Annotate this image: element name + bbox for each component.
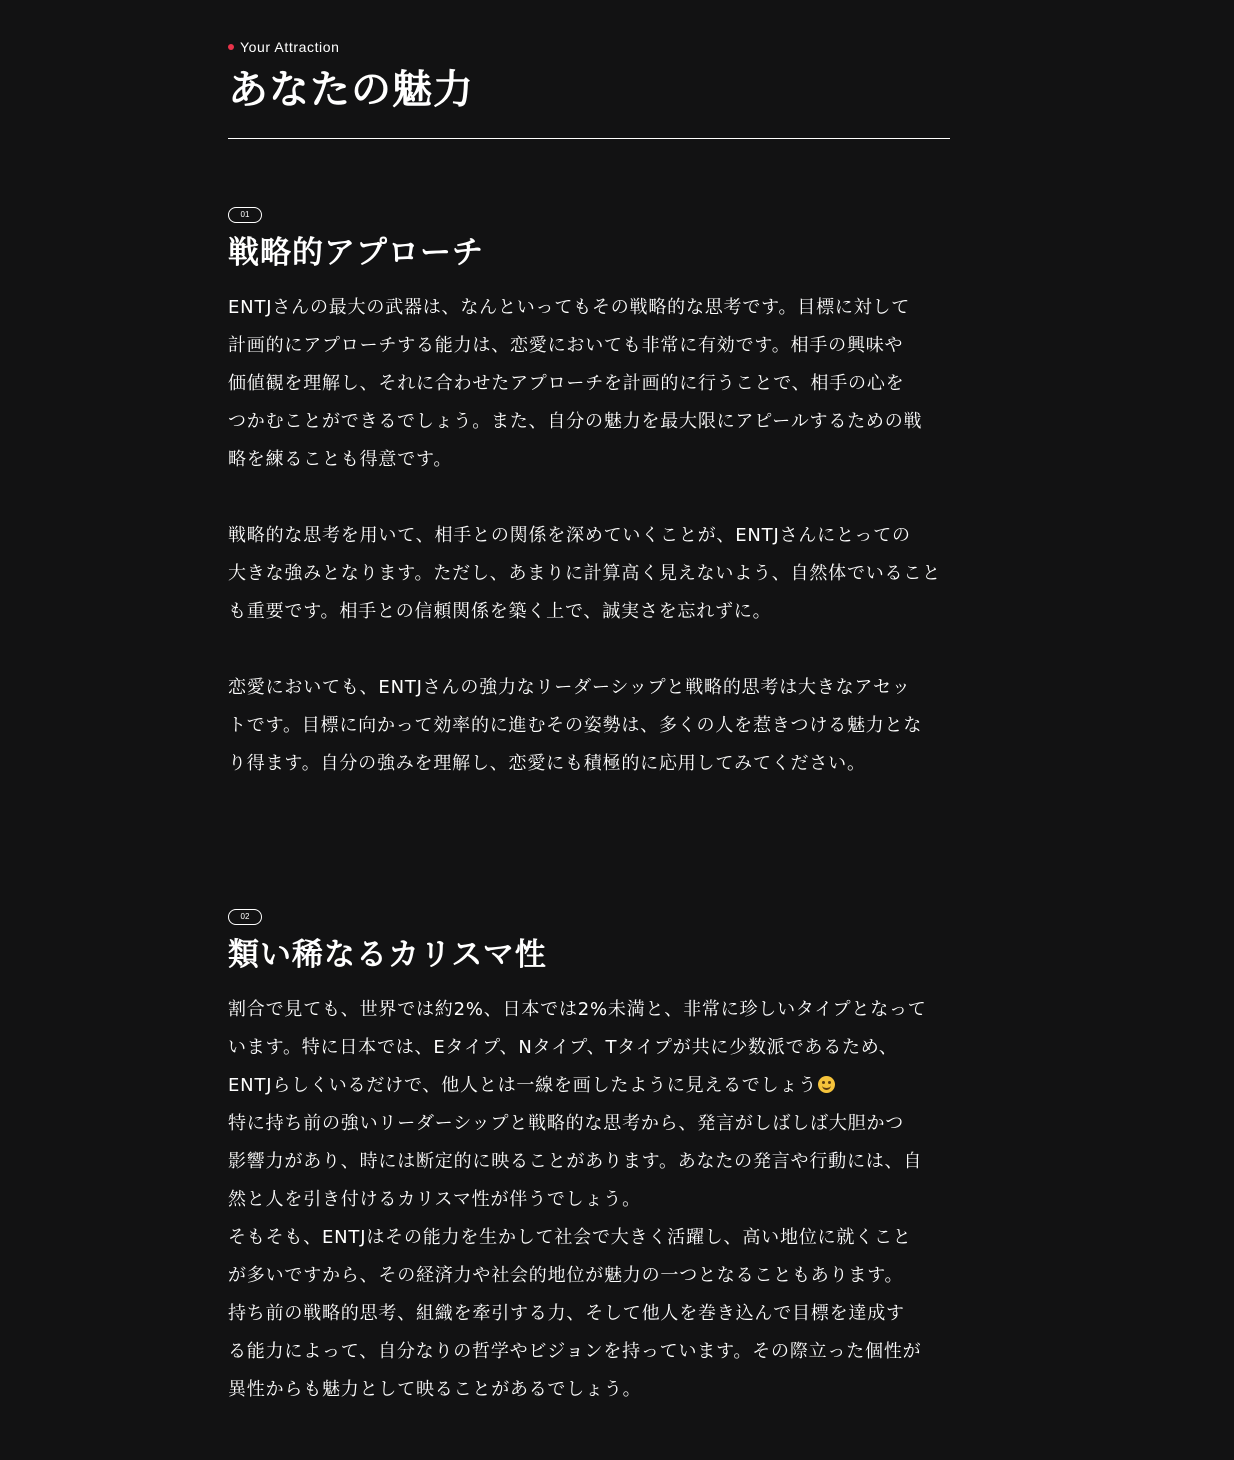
paragraph xyxy=(228,669,950,783)
text-line-with-emoji xyxy=(228,1067,950,1105)
eyebrow xyxy=(228,36,950,58)
text-line: 価値観を理解し、それに合わせたアプローチを計画的に行うことで、相手の心を xyxy=(228,373,905,394)
header-divider xyxy=(228,138,950,139)
text-line: が多いですから、その経済力や社会的地位が魅力の一つとなることもあります。 xyxy=(228,1265,904,1286)
text-line: る能力によって、自分なりの哲学やビジョンを持っています。その際立った個性が xyxy=(228,1341,922,1362)
text-line: そもそも、ENTJはその能力を生かして社会で大きく活躍し、高い地位に就くこと xyxy=(228,1227,912,1248)
text-line: も重要です。相手との信頼関係を築く上で、誠実さを忘れずに。 xyxy=(228,601,772,622)
section-body xyxy=(228,289,950,783)
text-line: ENTJさんの最大の武器は、なんといってもその戦略的な思考です。目標に対して xyxy=(228,297,911,318)
text-line: 計画的にアプローチする能力は、恋愛においても非常に有効です。相手の興味や xyxy=(228,335,904,356)
text-line: つかむことができるでしょう。また、自分の魅力を最大限にアピールするための戦 xyxy=(228,411,923,432)
text-line: 特に持ち前の強いリーダーシップと戦略的な思考から、発言がしばしば大胆かつ xyxy=(228,1113,905,1134)
section-title: 戦略的アプローチ xyxy=(228,235,484,271)
text-line: 大きな強みとなります。ただし、あまりに計算高く見えないよう、自然体でいること xyxy=(228,563,941,584)
text-line: り得ます。自分の強みを理解し、恋愛にも積極的に応用してみてください。 xyxy=(228,753,866,774)
section-strategic-approach xyxy=(228,202,950,783)
paragraph xyxy=(228,517,950,631)
paragraph xyxy=(228,289,950,479)
section-body xyxy=(228,991,950,1409)
text-line: 影響力があり、時には断定的に映ることがあります。あなたの発言や行動には、自 xyxy=(228,1151,923,1172)
text-line: 戦略的な思考を用いて、相手との関係を深めていくことが、ENTJさんにとっての xyxy=(228,525,911,546)
section-number-badge: 02 xyxy=(228,909,262,925)
section-title: 類い稀なるカリスマ性 xyxy=(228,937,547,973)
text-line: ENTJらしくいるだけで、他人とは一線を画したように見えるでしょう xyxy=(228,1075,817,1096)
text-line: 然と人を引き付けるカリスマ性が伴うでしょう。 xyxy=(228,1189,641,1210)
text-line: います。特に日本では、Eタイプ、Nタイプ、Tタイプが共に少数派であるため、 xyxy=(228,1037,898,1058)
text-line: 持ち前の戦略的思考、組織を牽引する力、そして他人を巻き込んで目標を達成す xyxy=(228,1303,905,1324)
page-title: あなたの魅力 xyxy=(228,67,474,113)
section-number-badge: 01 xyxy=(228,207,262,223)
text-line: 異性からも魅力として映ることがあるでしょう。 xyxy=(228,1379,642,1400)
page-header xyxy=(228,36,950,139)
text-line: トです。目標に向かって効率的に進むその姿勢は、多くの人を惹きつける魅力とな xyxy=(228,715,923,736)
smiling-face-icon xyxy=(818,1076,835,1093)
text-line: 割合で見ても、世界では約2%、日本では2%未満と、非常に珍しいタイプとなって xyxy=(228,999,927,1020)
accent-dot-icon xyxy=(228,44,234,50)
text-line: 略を練ることも得意です。 xyxy=(228,449,453,470)
paragraph xyxy=(228,991,950,1409)
eyebrow-label: Your Attraction xyxy=(240,39,340,55)
section-rare-charisma xyxy=(228,904,950,1409)
text-line: 恋愛においても、ENTJさんの強力なリーダーシップと戦略的思考は大きなアセッ xyxy=(228,677,911,698)
